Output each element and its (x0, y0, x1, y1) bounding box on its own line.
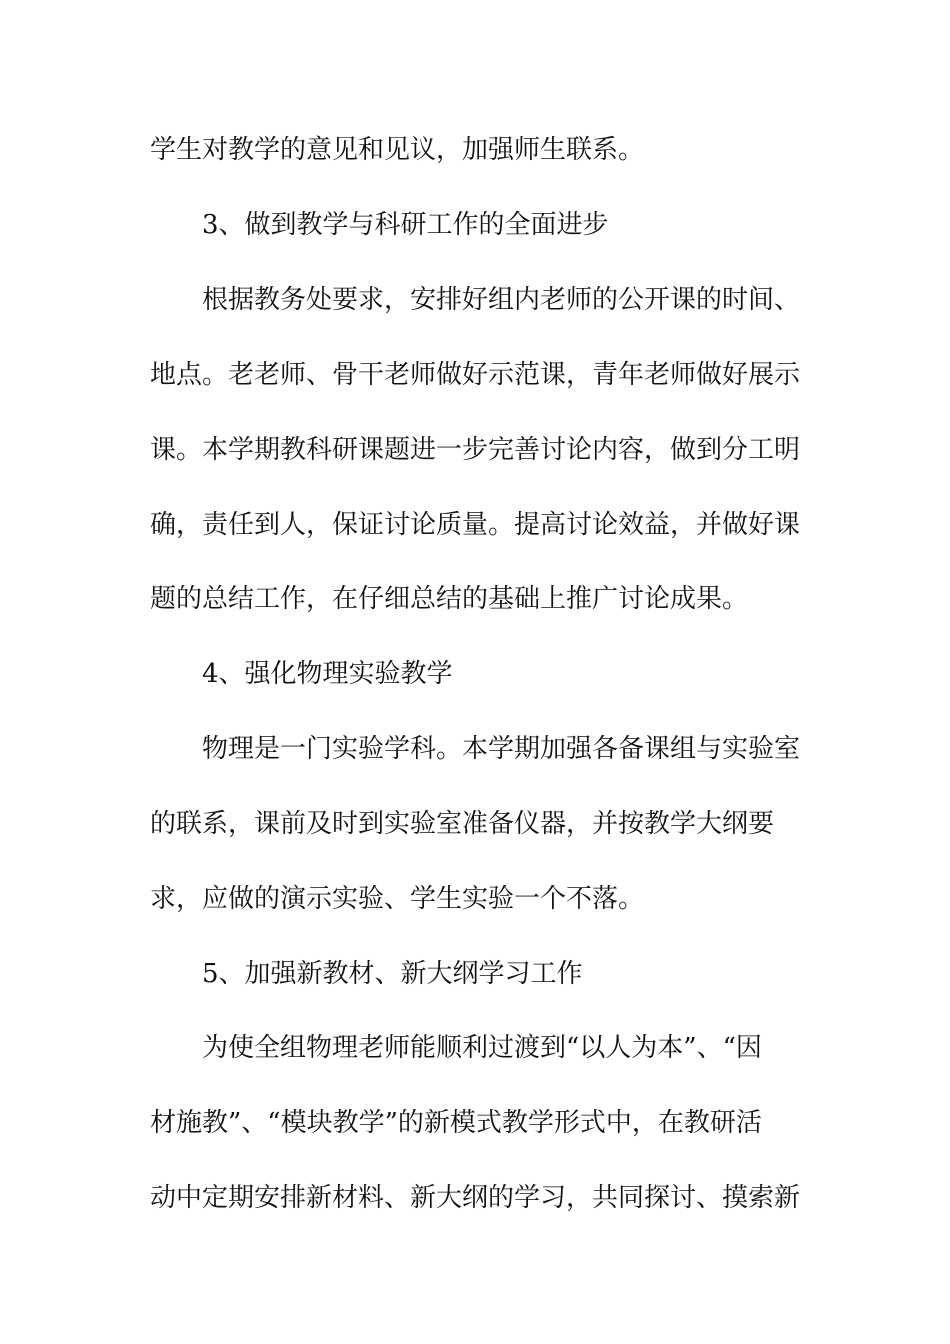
paragraph-line: 根据教务处要求，安排好组内老师的公开课的时间、 (202, 285, 801, 315)
paragraph-line: 课。本学期教科研课题进一步完善讨论内容，做到分工明 (150, 435, 801, 465)
section-heading: 5、加强新教材、新大纲学习工作 (202, 959, 583, 989)
paragraph-line: 动中定期安排新材料、新大纲的学习，共同探讨、摸索新 (150, 1183, 801, 1213)
section-heading: 4、强化物理实验教学 (202, 659, 453, 689)
paragraph-line: 的联系，课前及时到实验室准备仪器，并按教学大纲要 (150, 809, 775, 839)
paragraph-line: 材施教”、“模块教学”的新模式教学形式中，在教研活 (150, 1108, 762, 1138)
paragraph-line: 学生对教学的意见和见议，加强师生联系。 (150, 135, 645, 165)
paragraph-line: 地点。老老师、骨干老师做好示范课，青年老师做好展示 (150, 360, 801, 390)
paragraph-line: 为使全组物理老师能顺利过渡到“以人为本”、“因 (202, 1033, 762, 1063)
paragraph-line: 物理是一门实验学科。本学期加强各备课组与实验室 (202, 734, 801, 764)
section-heading: 3、做到教学与科研工作的全面进步 (202, 210, 609, 240)
paragraph-line: 题的总结工作，在仔细总结的基础上推广讨论成果。 (150, 584, 749, 614)
paragraph-line: 确，责任到人，保证讨论质量。提高讨论效益，并做好课 (150, 510, 801, 540)
paragraph-line: 求，应做的演示实验、学生实验一个不落。 (150, 884, 645, 914)
